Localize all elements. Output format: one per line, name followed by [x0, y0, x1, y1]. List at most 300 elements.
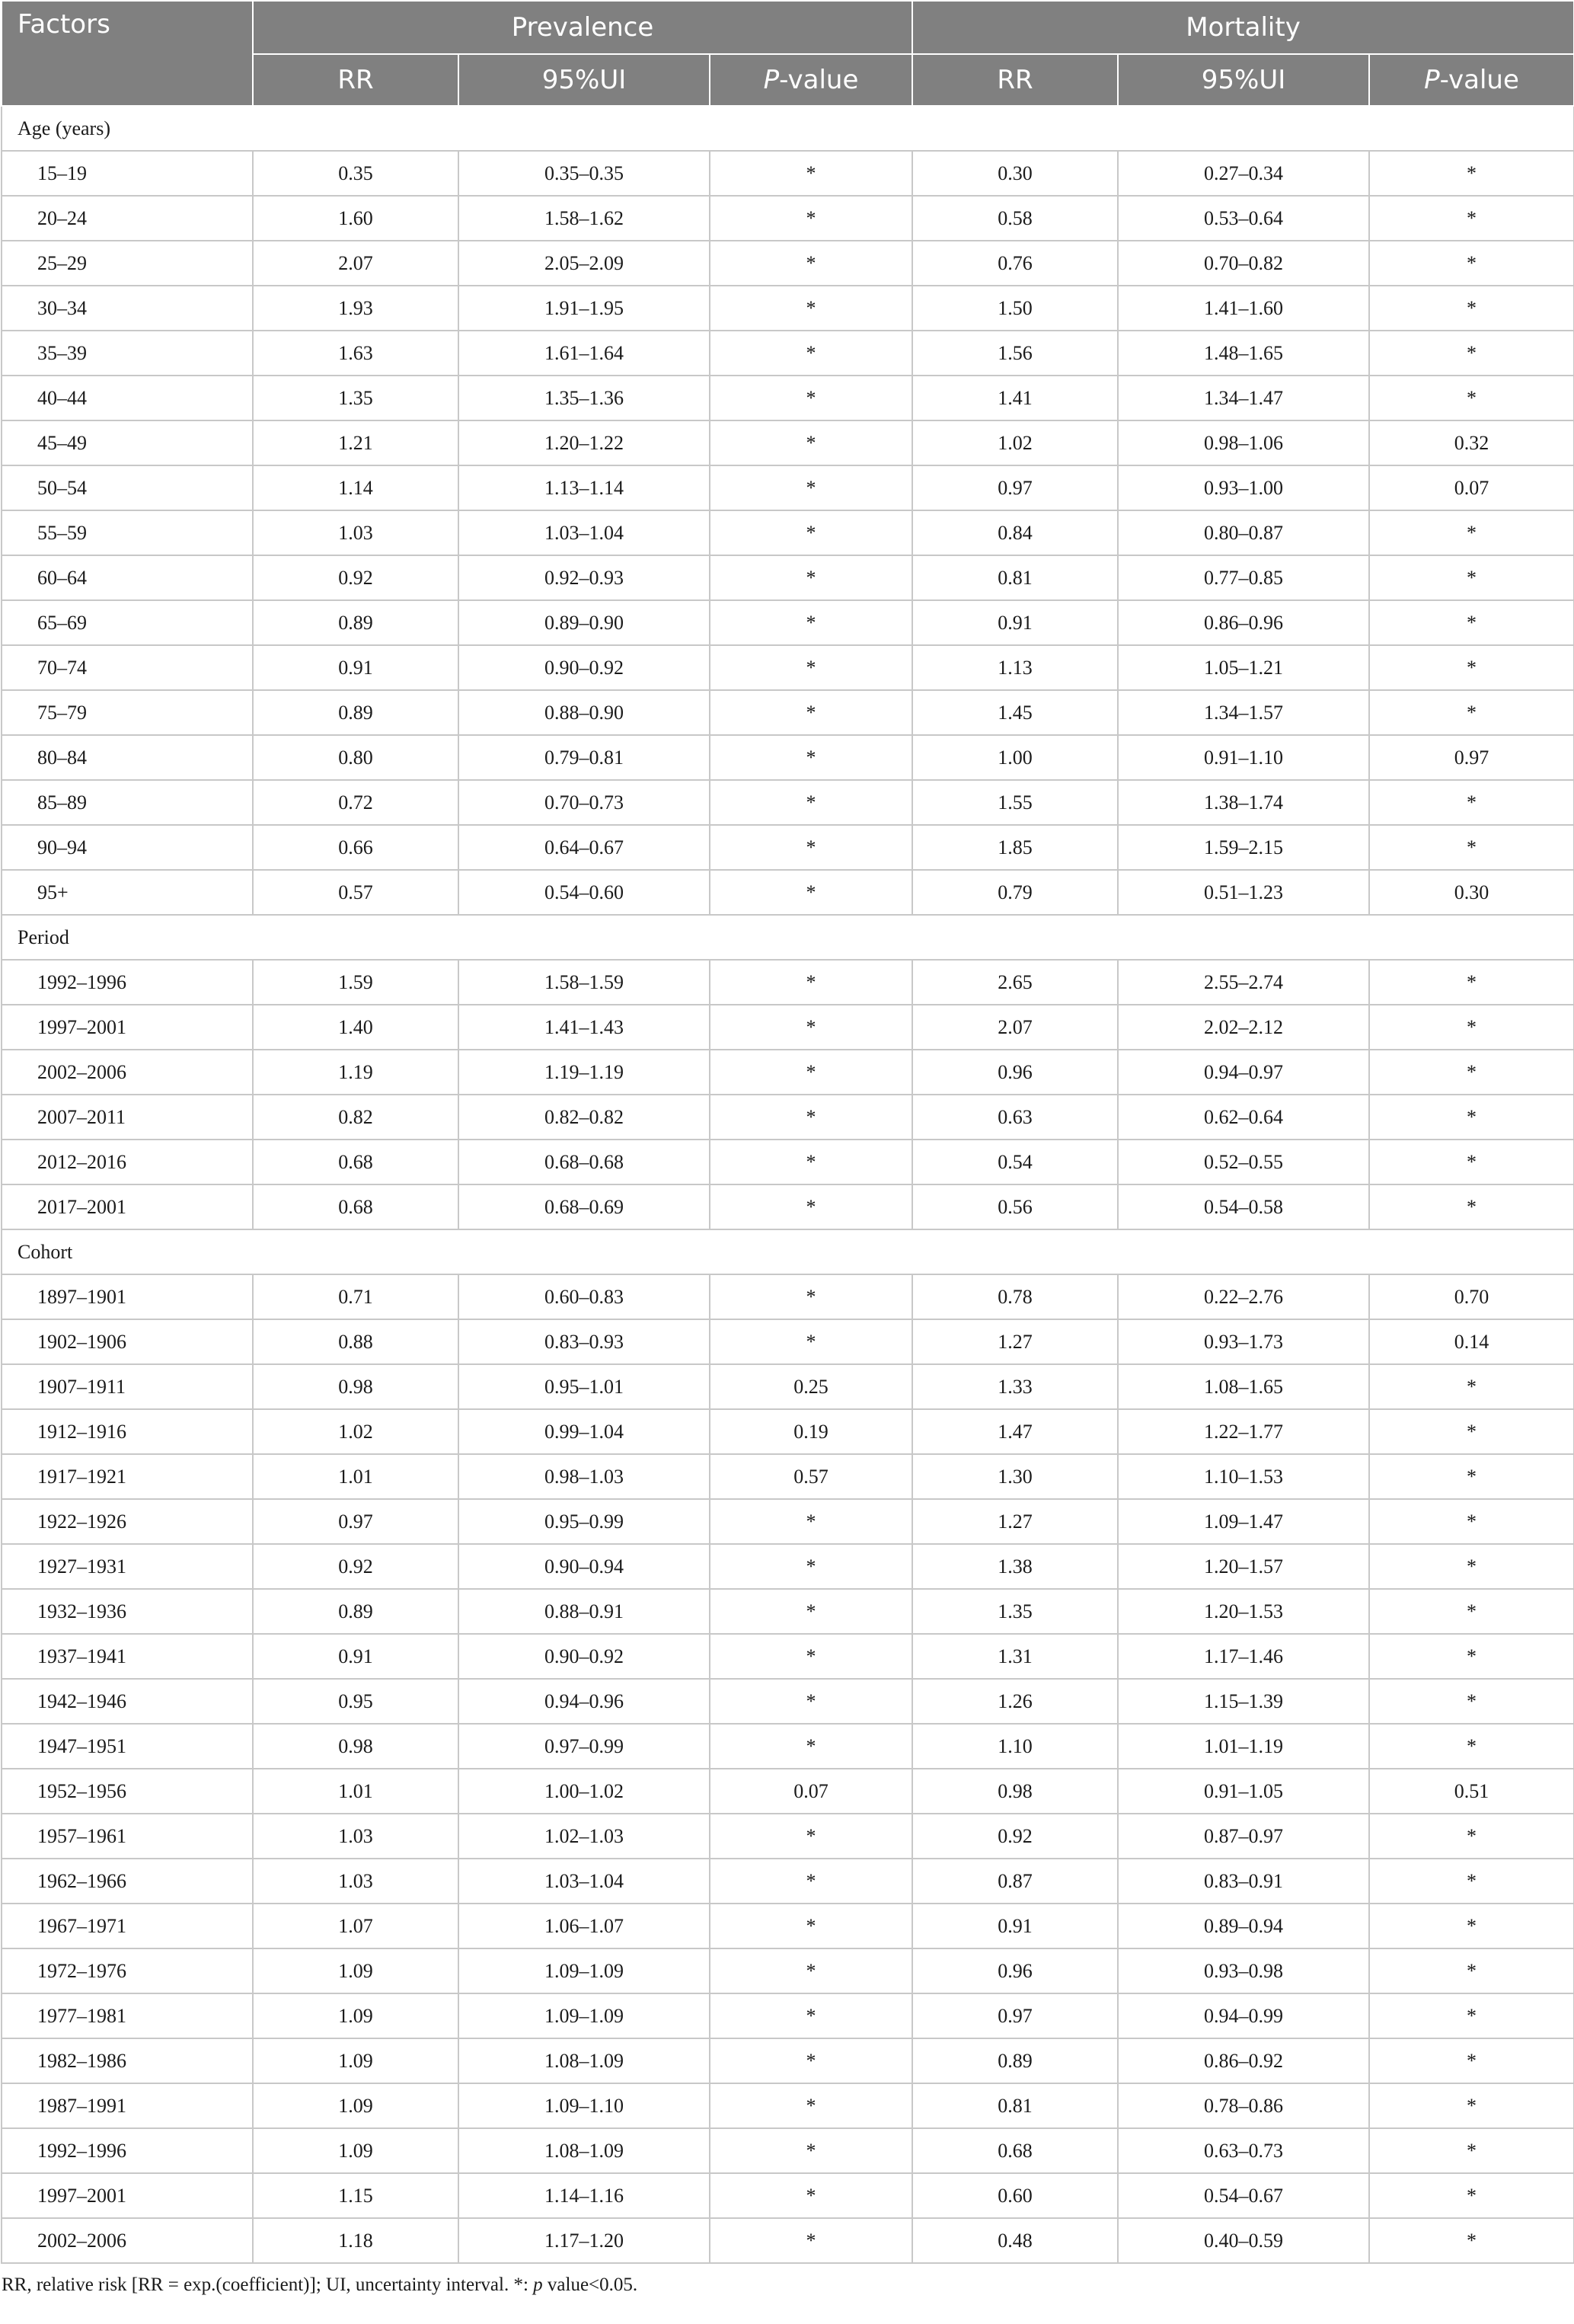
prevalence-ui: 0.88–0.91	[458, 1589, 710, 1634]
table-row	[2, 2083, 1574, 2128]
factor-label: 1922–1926	[2, 1499, 253, 1544]
factor-label: 2017–2001	[2, 1184, 253, 1229]
prevalence-pvalue: *	[710, 510, 912, 555]
prevalence-ui: 0.99–1.04	[458, 1409, 710, 1454]
mortality-pvalue: *	[1369, 331, 1574, 376]
mortality-ui: 0.78–0.86	[1118, 2083, 1369, 2128]
mortality-rr: 0.91	[912, 1904, 1118, 1948]
table-row	[2, 1140, 1574, 1184]
factor-label: 60–64	[2, 555, 253, 600]
mortality-rr: 2.07	[912, 1005, 1118, 1050]
mortality-rr: 1.02	[912, 420, 1118, 465]
mortality-pvalue: 0.32	[1369, 420, 1574, 465]
mortality-ui: 1.09–1.47	[1118, 1499, 1369, 1544]
mortality-pvalue: *	[1369, 286, 1574, 331]
prevalence-ui: 0.70–0.73	[458, 780, 710, 825]
prevalence-ui: 1.61–1.64	[458, 331, 710, 376]
factor-label: 30–34	[2, 286, 253, 331]
prevalence-pvalue: *	[710, 1724, 912, 1769]
prevalence-rr: 0.35	[253, 151, 458, 196]
mortality-rr: 1.33	[912, 1364, 1118, 1409]
factor-label: 1962–1966	[2, 1859, 253, 1904]
prevalence-rr: 1.01	[253, 1454, 458, 1499]
mortality-rr: 0.63	[912, 1095, 1118, 1140]
mortality-rr: 0.81	[912, 555, 1118, 600]
footnote-text: RR, relative risk [RR = exp.(coefficient)]; UI, uncertainty interval. *:	[2, 2274, 534, 2295]
mortality-ui: 1.48–1.65	[1118, 331, 1369, 376]
prevalence-rr: 1.09	[253, 1993, 458, 2038]
prevalence-pvalue: 0.57	[710, 1454, 912, 1499]
prevalence-rr: 1.01	[253, 1769, 458, 1814]
table-row	[2, 1274, 1574, 1319]
factor-label: 55–59	[2, 510, 253, 555]
factor-label: 80–84	[2, 735, 253, 780]
mortality-ui: 1.59–2.15	[1118, 825, 1369, 870]
mortality-ui: 0.91–1.10	[1118, 735, 1369, 780]
prevalence-ui: 0.35–0.35	[458, 151, 710, 196]
mortality-pvalue: *	[1369, 645, 1574, 690]
factor-label: 2007–2011	[2, 1095, 253, 1140]
mortality-pvalue: *	[1369, 1499, 1574, 1544]
prevalence-rr: 0.89	[253, 690, 458, 735]
prevalence-pvalue: *	[710, 420, 912, 465]
factor-label: 75–79	[2, 690, 253, 735]
mortality-rr: 0.30	[912, 151, 1118, 196]
mortality-pvalue: *	[1369, 1454, 1574, 1499]
table-row	[2, 1634, 1574, 1679]
mortality-pvalue: *	[1369, 1948, 1574, 1993]
table-row	[2, 1904, 1574, 1948]
mortality-rr: 0.81	[912, 2083, 1118, 2128]
prevalence-rr: 0.71	[253, 1274, 458, 1319]
prevalence-ui: 0.54–0.60	[458, 870, 710, 915]
mortality-header: Mortality	[912, 1, 1574, 54]
prevalence-ui: 0.83–0.93	[458, 1319, 710, 1364]
mortality-ui: 0.91–1.05	[1118, 1769, 1369, 1814]
prevalence-ui: 0.68–0.68	[458, 1140, 710, 1184]
mortality-ui: 1.10–1.53	[1118, 1454, 1369, 1499]
factor-label: 2002–2006	[2, 1050, 253, 1095]
pvalue-suffix: -value	[779, 65, 859, 95]
factor-label: 1997–2001	[2, 1005, 253, 1050]
prevalence-rr: 0.80	[253, 735, 458, 780]
prevalence-ui: 0.90–0.92	[458, 1634, 710, 1679]
section-row	[2, 106, 1574, 151]
prevalence-rr: 1.60	[253, 196, 458, 241]
table-row	[2, 1948, 1574, 1993]
prevalence-pvalue: *	[710, 241, 912, 286]
prevalence-rr: 0.92	[253, 1544, 458, 1589]
pvalue-p: P	[1424, 65, 1440, 95]
factor-label: 65–69	[2, 600, 253, 645]
prevalence-ui: 1.58–1.62	[458, 196, 710, 241]
prevalence-pvalue: *	[710, 735, 912, 780]
prevalence-ui: 1.02–1.03	[458, 1814, 710, 1859]
prevalence-pvalue: *	[710, 151, 912, 196]
prevalence-pvalue: *	[710, 825, 912, 870]
table-row	[2, 1005, 1574, 1050]
mortality-ui: 2.55–2.74	[1118, 960, 1369, 1005]
prevalence-ui: 0.97–0.99	[458, 1724, 710, 1769]
mortality-rr: 0.60	[912, 2173, 1118, 2218]
mortality-pvalue: *	[1369, 151, 1574, 196]
prevalence-header: Prevalence	[253, 1, 912, 54]
mortality-pvalue: 0.97	[1369, 735, 1574, 780]
table-row	[2, 1409, 1574, 1454]
table-body	[2, 106, 1574, 2263]
table-row	[2, 1679, 1574, 1724]
prevalence-ui: 0.94–0.96	[458, 1679, 710, 1724]
table-row	[2, 420, 1574, 465]
prevalence-ui: 1.58–1.59	[458, 960, 710, 1005]
table-row	[2, 196, 1574, 241]
factor-label: 1937–1941	[2, 1634, 253, 1679]
table-row	[2, 1589, 1574, 1634]
factor-label: 85–89	[2, 780, 253, 825]
factor-label: 40–44	[2, 376, 253, 420]
mortality-rr: 1.00	[912, 735, 1118, 780]
prevalence-rr: 1.02	[253, 1409, 458, 1454]
mortality-pvalue: 0.07	[1369, 465, 1574, 510]
prevalence-rr: 0.66	[253, 825, 458, 870]
mortality-pvalue: *	[1369, 1859, 1574, 1904]
mortality-rr: 0.76	[912, 241, 1118, 286]
prevalence-ui: 1.41–1.43	[458, 1005, 710, 1050]
mortality-ui: 0.63–0.73	[1118, 2128, 1369, 2173]
mortality-ui: 0.87–0.97	[1118, 1814, 1369, 1859]
mortality-rr: 1.38	[912, 1544, 1118, 1589]
factor-label: 1967–1971	[2, 1904, 253, 1948]
prevalence-rr: 1.09	[253, 2128, 458, 2173]
prevalence-ui: 0.79–0.81	[458, 735, 710, 780]
mortality-pvalue: *	[1369, 2038, 1574, 2083]
factor-label: 1972–1976	[2, 1948, 253, 1993]
prevalence-ui: 1.17–1.20	[458, 2218, 710, 2263]
mortality-pvalue: 0.14	[1369, 1319, 1574, 1364]
prevalence-pvalue: 0.07	[710, 1769, 912, 1814]
prevalence-rr: 1.63	[253, 331, 458, 376]
prevalence-pvalue: *	[710, 1948, 912, 1993]
table-header	[2, 1, 1574, 106]
mortality-rr: 0.68	[912, 2128, 1118, 2173]
table-row	[2, 2128, 1574, 2173]
mortality-rr: 1.10	[912, 1724, 1118, 1769]
prevalence-pvalue: *	[710, 1184, 912, 1229]
table-row	[2, 960, 1574, 1005]
prevalence-pvalue: *	[710, 960, 912, 1005]
prevalence-pvalue-header	[710, 54, 912, 106]
mortality-pvalue: *	[1369, 1724, 1574, 1769]
mortality-rr: 1.30	[912, 1454, 1118, 1499]
factor-label: 95+	[2, 870, 253, 915]
prevalence-rr: 0.68	[253, 1140, 458, 1184]
mortality-rr: 0.96	[912, 1050, 1118, 1095]
prevalence-pvalue: *	[710, 1544, 912, 1589]
section-title: Period	[2, 915, 1574, 960]
mortality-ui: 0.86–0.96	[1118, 600, 1369, 645]
table-row	[2, 286, 1574, 331]
prevalence-pvalue: *	[710, 1589, 912, 1634]
prevalence-rr: 1.03	[253, 510, 458, 555]
prevalence-pvalue: *	[710, 1814, 912, 1859]
factor-label: 1927–1931	[2, 1544, 253, 1589]
prevalence-rr: 1.19	[253, 1050, 458, 1095]
mortality-rr: 1.47	[912, 1409, 1118, 1454]
mortality-rr-header: RR	[912, 54, 1118, 106]
mortality-pvalue: *	[1369, 960, 1574, 1005]
mortality-rr: 1.13	[912, 645, 1118, 690]
table-row	[2, 645, 1574, 690]
mortality-ui: 1.22–1.77	[1118, 1409, 1369, 1454]
table-row	[2, 1499, 1574, 1544]
factor-label: 1992–1996	[2, 960, 253, 1005]
prevalence-ui: 1.14–1.16	[458, 2173, 710, 2218]
prevalence-ui: 0.98–1.03	[458, 1454, 710, 1499]
prevalence-pvalue: *	[710, 286, 912, 331]
mortality-ui: 1.20–1.57	[1118, 1544, 1369, 1589]
mortality-rr: 0.79	[912, 870, 1118, 915]
section-title: Age (years)	[2, 106, 1574, 151]
mortality-pvalue: *	[1369, 780, 1574, 825]
mortality-rr: 0.54	[912, 1140, 1118, 1184]
mortality-pvalue: *	[1369, 1544, 1574, 1589]
table-footnote	[2, 2274, 1574, 2296]
mortality-rr: 1.45	[912, 690, 1118, 735]
table-row	[2, 1095, 1574, 1140]
table-row	[2, 1769, 1574, 1814]
mortality-ui: 0.54–0.67	[1118, 2173, 1369, 2218]
section-row	[2, 1229, 1574, 1274]
mortality-ui: 1.20–1.53	[1118, 1589, 1369, 1634]
table-row	[2, 241, 1574, 286]
mortality-ui: 0.83–0.91	[1118, 1859, 1369, 1904]
mortality-rr: 0.97	[912, 1993, 1118, 2038]
mortality-ui: 0.27–0.34	[1118, 151, 1369, 196]
mortality-rr: 2.65	[912, 960, 1118, 1005]
table-row	[2, 2038, 1574, 2083]
prevalence-rr: 0.72	[253, 780, 458, 825]
mortality-ui: 0.80–0.87	[1118, 510, 1369, 555]
mortality-ui: 0.62–0.64	[1118, 1095, 1369, 1140]
prevalence-rr: 0.57	[253, 870, 458, 915]
table-row	[2, 1184, 1574, 1229]
table-row	[2, 1364, 1574, 1409]
prevalence-rr: 1.07	[253, 1904, 458, 1948]
prevalence-ui: 0.64–0.67	[458, 825, 710, 870]
mortality-rr: 0.92	[912, 1814, 1118, 1859]
prevalence-ui: 1.09–1.09	[458, 1948, 710, 1993]
prevalence-rr: 1.09	[253, 2083, 458, 2128]
factor-label: 2002–2006	[2, 2218, 253, 2263]
table-row	[2, 780, 1574, 825]
mortality-pvalue: *	[1369, 1679, 1574, 1724]
mortality-pvalue: *	[1369, 376, 1574, 420]
prevalence-pvalue: *	[710, 600, 912, 645]
factor-label: 90–94	[2, 825, 253, 870]
factor-label: 35–39	[2, 331, 253, 376]
mortality-ui: 0.93–0.98	[1118, 1948, 1369, 1993]
prevalence-ui: 0.95–0.99	[458, 1499, 710, 1544]
prevalence-pvalue: *	[710, 1319, 912, 1364]
prevalence-ui: 1.20–1.22	[458, 420, 710, 465]
factor-label: 1942–1946	[2, 1679, 253, 1724]
mortality-pvalue: *	[1369, 241, 1574, 286]
factor-label: 1987–1991	[2, 2083, 253, 2128]
prevalence-pvalue: *	[710, 376, 912, 420]
prevalence-rr: 1.93	[253, 286, 458, 331]
prevalence-rr: 1.03	[253, 1859, 458, 1904]
prevalence-rr: 0.91	[253, 645, 458, 690]
prevalence-pvalue: *	[710, 870, 912, 915]
prevalence-rr: 0.68	[253, 1184, 458, 1229]
prevalence-ui: 0.90–0.92	[458, 645, 710, 690]
mortality-ui: 1.41–1.60	[1118, 286, 1369, 331]
section-title: Cohort	[2, 1229, 1574, 1274]
factor-label: 1902–1906	[2, 1319, 253, 1364]
prevalence-rr: 0.92	[253, 555, 458, 600]
mortality-ui: 0.89–0.94	[1118, 1904, 1369, 1948]
prevalence-rr: 0.98	[253, 1364, 458, 1409]
mortality-pvalue-header	[1369, 54, 1574, 106]
table-row	[2, 735, 1574, 780]
mortality-ui: 1.08–1.65	[1118, 1364, 1369, 1409]
table-row	[2, 510, 1574, 555]
mortality-rr: 0.78	[912, 1274, 1118, 1319]
mortality-pvalue: *	[1369, 1409, 1574, 1454]
mortality-ui: 0.98–1.06	[1118, 420, 1369, 465]
prevalence-rr: 1.09	[253, 1948, 458, 1993]
prevalence-rr: 1.59	[253, 960, 458, 1005]
factor-label: 1982–1986	[2, 2038, 253, 2083]
mortality-pvalue: *	[1369, 1140, 1574, 1184]
mortality-ui: 2.02–2.12	[1118, 1005, 1369, 1050]
table-row	[2, 600, 1574, 645]
table-row	[2, 331, 1574, 376]
factor-label: 1917–1921	[2, 1454, 253, 1499]
prevalence-ui: 1.00–1.02	[458, 1769, 710, 1814]
prevalence-rr: 0.89	[253, 600, 458, 645]
prevalence-rr: 1.09	[253, 2038, 458, 2083]
table-row	[2, 151, 1574, 196]
mortality-rr: 0.98	[912, 1769, 1118, 1814]
prevalence-ui: 1.91–1.95	[458, 286, 710, 331]
prevalence-pvalue: *	[710, 555, 912, 600]
prevalence-pvalue: *	[710, 1993, 912, 2038]
footnote-text-end: value<0.05.	[542, 2274, 638, 2295]
mortality-rr: 0.91	[912, 600, 1118, 645]
prevalence-pvalue: *	[710, 1095, 912, 1140]
mortality-pvalue: *	[1369, 1005, 1574, 1050]
factor-label: 45–49	[2, 420, 253, 465]
prevalence-ui: 1.35–1.36	[458, 376, 710, 420]
table-row	[2, 555, 1574, 600]
prevalence-ui: 1.06–1.07	[458, 1904, 710, 1948]
factor-label: 1897–1901	[2, 1274, 253, 1319]
prevalence-pvalue: 0.19	[710, 1409, 912, 1454]
prevalence-rr: 1.03	[253, 1814, 458, 1859]
mortality-pvalue: *	[1369, 1184, 1574, 1229]
mortality-ui: 1.34–1.47	[1118, 376, 1369, 420]
mortality-pvalue: 0.51	[1369, 1769, 1574, 1814]
prevalence-pvalue: *	[710, 331, 912, 376]
mortality-pvalue: 0.70	[1369, 1274, 1574, 1319]
mortality-pvalue: *	[1369, 1364, 1574, 1409]
mortality-pvalue: *	[1369, 196, 1574, 241]
table-row	[2, 376, 1574, 420]
prevalence-rr: 1.40	[253, 1005, 458, 1050]
prevalence-ui: 1.08–1.09	[458, 2128, 710, 2173]
mortality-pvalue: *	[1369, 1050, 1574, 1095]
mortality-ui: 0.53–0.64	[1118, 196, 1369, 241]
prevalence-ui: 0.89–0.90	[458, 600, 710, 645]
prevalence-rr: 1.14	[253, 465, 458, 510]
prevalence-pvalue: *	[710, 2218, 912, 2263]
prevalence-ui: 0.82–0.82	[458, 1095, 710, 1140]
mortality-ui: 0.22–2.76	[1118, 1274, 1369, 1319]
factor-label: 70–74	[2, 645, 253, 690]
table-row	[2, 2218, 1574, 2263]
table-row	[2, 2173, 1574, 2218]
prevalence-ui: 0.95–1.01	[458, 1364, 710, 1409]
prevalence-pvalue: *	[710, 465, 912, 510]
mortality-ui-header: 95%UI	[1118, 54, 1369, 106]
prevalence-pvalue: *	[710, 2038, 912, 2083]
prevalence-rr: 0.88	[253, 1319, 458, 1364]
prevalence-rr: 0.89	[253, 1589, 458, 1634]
prevalence-pvalue: *	[710, 2083, 912, 2128]
factor-label: 1947–1951	[2, 1724, 253, 1769]
mortality-ui: 0.77–0.85	[1118, 555, 1369, 600]
mortality-rr: 1.55	[912, 780, 1118, 825]
prevalence-pvalue: *	[710, 2173, 912, 2218]
mortality-ui: 0.94–0.97	[1118, 1050, 1369, 1095]
mortality-rr: 1.50	[912, 286, 1118, 331]
mortality-ui: 0.93–1.00	[1118, 465, 1369, 510]
prevalence-pvalue: *	[710, 1274, 912, 1319]
prevalence-pvalue: *	[710, 690, 912, 735]
mortality-rr: 1.85	[912, 825, 1118, 870]
factor-label: 50–54	[2, 465, 253, 510]
prevalence-ui: 0.68–0.69	[458, 1184, 710, 1229]
mortality-pvalue: *	[1369, 1095, 1574, 1140]
section-row	[2, 915, 1574, 960]
prevalence-ui: 0.92–0.93	[458, 555, 710, 600]
table-row	[2, 465, 1574, 510]
table-row	[2, 825, 1574, 870]
prevalence-rr: 0.82	[253, 1095, 458, 1140]
results-table	[1, 0, 1574, 2264]
mortality-ui: 0.86–0.92	[1118, 2038, 1369, 2083]
mortality-rr: 1.26	[912, 1679, 1118, 1724]
mortality-pvalue: *	[1369, 2173, 1574, 2218]
mortality-rr: 1.27	[912, 1319, 1118, 1364]
mortality-ui: 0.40–0.59	[1118, 2218, 1369, 2263]
mortality-ui: 1.05–1.21	[1118, 645, 1369, 690]
mortality-pvalue: *	[1369, 690, 1574, 735]
mortality-pvalue: *	[1369, 510, 1574, 555]
mortality-pvalue: *	[1369, 555, 1574, 600]
table-row	[2, 1544, 1574, 1589]
mortality-ui: 1.38–1.74	[1118, 780, 1369, 825]
footnote-p: p	[533, 2274, 543, 2295]
table-row	[2, 1859, 1574, 1904]
mortality-ui: 1.17–1.46	[1118, 1634, 1369, 1679]
factor-label: 1977–1981	[2, 1993, 253, 2038]
prevalence-pvalue: 0.25	[710, 1364, 912, 1409]
mortality-ui: 1.01–1.19	[1118, 1724, 1369, 1769]
mortality-pvalue: *	[1369, 1634, 1574, 1679]
factor-label: 1957–1961	[2, 1814, 253, 1859]
